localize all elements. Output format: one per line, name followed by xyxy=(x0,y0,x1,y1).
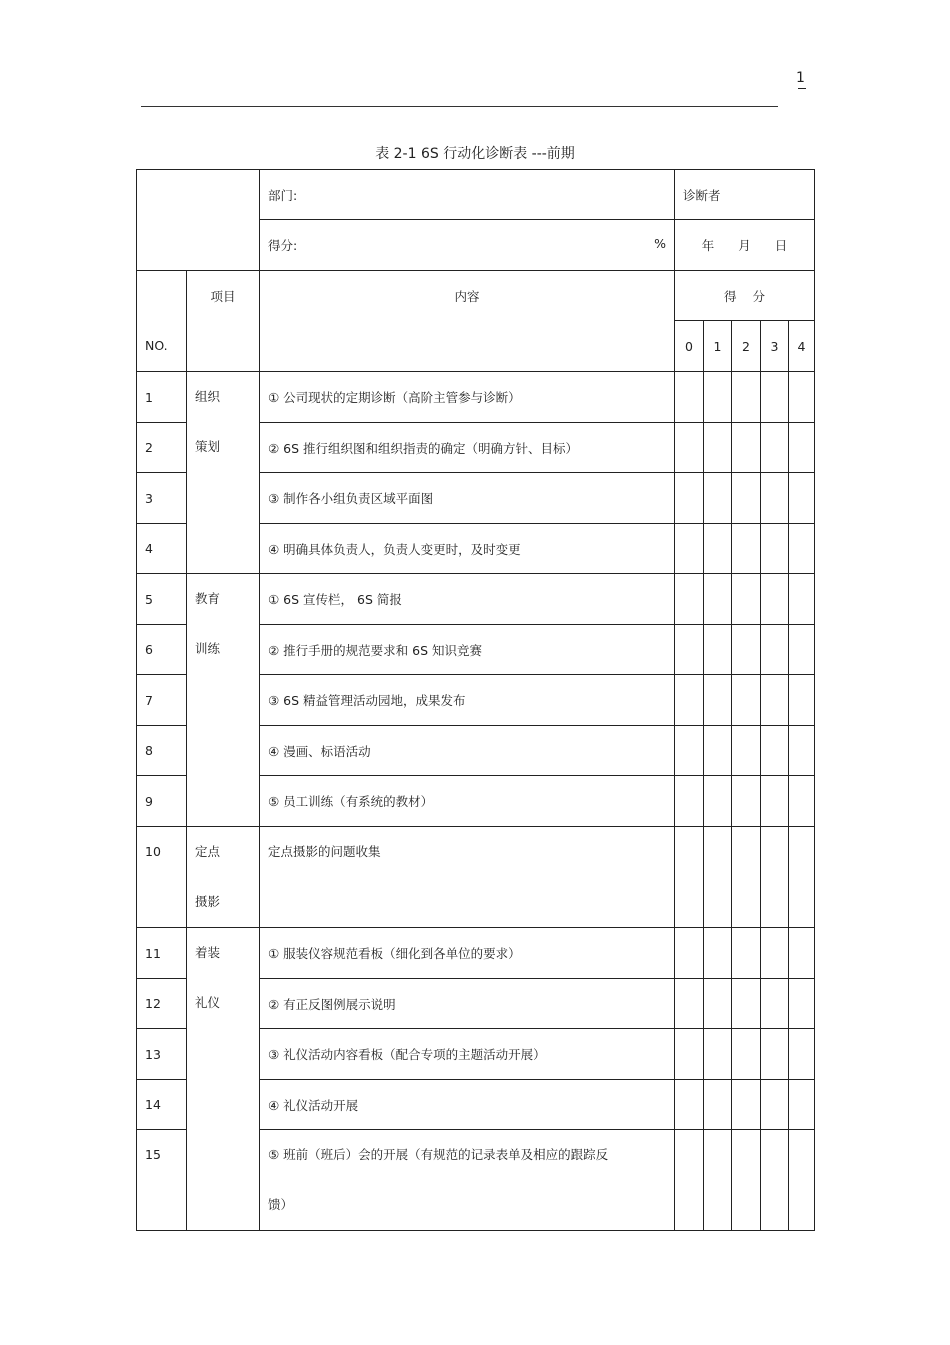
score-box-3[interactable] xyxy=(761,675,789,726)
score-box-2[interactable] xyxy=(732,1130,761,1231)
score-box-3[interactable] xyxy=(761,726,789,776)
score-box-0[interactable] xyxy=(675,776,704,827)
score-box-2[interactable] xyxy=(732,1080,761,1130)
category-line: 礼仪 xyxy=(195,995,221,1010)
score-box-3[interactable] xyxy=(761,827,789,928)
score-box-0[interactable] xyxy=(675,372,704,423)
score-box-0[interactable] xyxy=(675,423,704,473)
score-box-4[interactable] xyxy=(789,574,815,625)
row-number: 12 xyxy=(137,979,187,1029)
category-cell xyxy=(187,372,260,574)
score-box-1[interactable] xyxy=(704,928,732,979)
score-box-4[interactable] xyxy=(789,473,815,524)
no-header: NO. xyxy=(137,271,187,372)
score-box-0[interactable] xyxy=(675,979,704,1029)
category-cell xyxy=(187,827,260,928)
header-row-department xyxy=(137,170,815,220)
score-box-1[interactable] xyxy=(704,524,732,574)
row-number: 4 xyxy=(137,524,187,574)
score-box-3[interactable] xyxy=(761,1029,789,1080)
row-content: ⑤ 班前（班后）会的开展（有规范的记录表单及相应的跟踪反 馈） xyxy=(260,1130,675,1231)
year-label: 年 xyxy=(701,238,715,253)
score-box-2[interactable] xyxy=(732,473,761,524)
score-box-0[interactable] xyxy=(675,574,704,625)
score-box-4[interactable] xyxy=(789,827,815,928)
score-box-0[interactable] xyxy=(675,928,704,979)
row-number: 15 xyxy=(137,1130,187,1231)
score-box-0[interactable] xyxy=(675,625,704,675)
row-content: ② 推行手册的规范要求和 6S 知识竞赛 xyxy=(260,625,675,675)
score-box-1[interactable] xyxy=(704,1029,732,1080)
score-box-2[interactable] xyxy=(732,979,761,1029)
category-line: 组织 xyxy=(195,389,221,404)
score-header: 得 分 xyxy=(675,271,815,321)
row-content: ③ 制作各小组负责区域平面图 xyxy=(260,473,675,524)
score-box-2[interactable] xyxy=(732,776,761,827)
item-header: 项目 xyxy=(187,271,260,372)
diagnoser-cell xyxy=(675,170,815,220)
score-box-0[interactable] xyxy=(675,675,704,726)
score-level-2: 2 xyxy=(732,321,761,372)
score-box-0[interactable] xyxy=(675,726,704,776)
score-box-3[interactable] xyxy=(761,625,789,675)
row-number: 10 xyxy=(137,827,187,928)
score-box-0[interactable] xyxy=(675,827,704,928)
score-level-0: 0 xyxy=(675,321,704,372)
column-header-row xyxy=(137,271,815,321)
score-box-4[interactable] xyxy=(789,776,815,827)
score-box-4[interactable] xyxy=(789,928,815,979)
score-box-2[interactable] xyxy=(732,423,761,473)
score-box-3[interactable] xyxy=(761,1080,789,1130)
score-box-4[interactable] xyxy=(789,1080,815,1130)
row-number: 11 xyxy=(137,928,187,979)
row-number: 9 xyxy=(137,776,187,827)
row-number: 3 xyxy=(137,473,187,524)
row-number: 5 xyxy=(137,574,187,625)
percent-sign: % xyxy=(654,236,666,251)
score-box-3[interactable] xyxy=(761,776,789,827)
score-level-4: 4 xyxy=(789,321,815,372)
score-box-2[interactable] xyxy=(732,524,761,574)
score-box-3[interactable] xyxy=(761,524,789,574)
score-box-4[interactable] xyxy=(789,979,815,1029)
score-box-4[interactable] xyxy=(789,372,815,423)
score-box-0[interactable] xyxy=(675,1080,704,1130)
score-box-1[interactable] xyxy=(704,1080,732,1130)
category-cell xyxy=(187,574,260,827)
row-number: 13 xyxy=(137,1029,187,1080)
score-box-0[interactable] xyxy=(675,524,704,574)
row-content: ④ 漫画、标语活动 xyxy=(260,726,675,776)
score-box-1[interactable] xyxy=(704,473,732,524)
score-box-3[interactable] xyxy=(761,928,789,979)
score-box-1[interactable] xyxy=(704,372,732,423)
score-level-1: 1 xyxy=(704,321,732,372)
day-label: 日 xyxy=(774,238,788,253)
score-box-1[interactable] xyxy=(704,827,732,928)
date-cell xyxy=(675,220,815,271)
row-number: 1 xyxy=(137,372,187,423)
row-number: 8 xyxy=(137,726,187,776)
score-box-2[interactable] xyxy=(732,372,761,423)
category-line: 定点 xyxy=(195,844,221,859)
score-box-4[interactable] xyxy=(789,726,815,776)
table-row xyxy=(137,574,815,625)
category-line: 教育 xyxy=(195,591,221,606)
score-box-1[interactable] xyxy=(704,979,732,1029)
department-cell xyxy=(260,170,675,220)
row-content: ⑤ 员工训练（有系统的教材） xyxy=(260,776,675,827)
score-box-1[interactable] xyxy=(704,675,732,726)
row-content: ② 有正反图例展示说明 xyxy=(260,979,675,1029)
score-box-0[interactable] xyxy=(675,473,704,524)
row-content: ④ 明确具体负责人，负责人变更时，及时变更 xyxy=(260,524,675,574)
score-box-3[interactable] xyxy=(761,473,789,524)
row-content: ③ 6S 精益管理活动园地，成果发布 xyxy=(260,675,675,726)
score-box-3[interactable] xyxy=(761,423,789,473)
score-box-2[interactable] xyxy=(732,726,761,776)
score-box-3[interactable] xyxy=(761,372,789,423)
score-box-0[interactable] xyxy=(675,1029,704,1080)
row-number: 6 xyxy=(137,625,187,675)
row-number: 2 xyxy=(137,423,187,473)
score-label: 得分: xyxy=(268,238,298,253)
row-content: ① 公司现状的定期诊断（高阶主管参与诊断） xyxy=(260,372,675,423)
row-content: ② 6S 推行组织图和组织指责的确定（明确方针、目标） xyxy=(260,423,675,473)
score-box-4[interactable] xyxy=(789,1130,815,1231)
score-box-2[interactable] xyxy=(732,675,761,726)
score-box-3[interactable] xyxy=(761,1130,789,1231)
table-row xyxy=(137,827,815,928)
page-number: 1 xyxy=(796,70,805,86)
score-level-3: 3 xyxy=(761,321,789,372)
score-box-2[interactable] xyxy=(732,625,761,675)
header-rule xyxy=(141,106,778,107)
month-label: 月 xyxy=(738,238,751,253)
row-content: ① 6S 宣传栏， 6S 简报 xyxy=(260,574,675,625)
table-row xyxy=(137,928,815,979)
row-number: 14 xyxy=(137,1080,187,1130)
diagnosis-table xyxy=(136,169,815,1231)
category-line: 训练 xyxy=(195,641,221,656)
score-box-2[interactable] xyxy=(732,574,761,625)
row-content: ③ 礼仪活动内容看板（配合专项的主题活动开展） xyxy=(260,1029,675,1080)
table-title: 表 2-1 6S 行动化诊断表 ---前期 xyxy=(375,146,575,162)
page-number-underline xyxy=(798,88,806,89)
score-box-1[interactable] xyxy=(704,726,732,776)
category-cell xyxy=(187,928,260,1231)
score-box-4[interactable] xyxy=(789,1029,815,1080)
score-box-2[interactable] xyxy=(732,928,761,979)
score-box-1[interactable] xyxy=(704,423,732,473)
score-box-0[interactable] xyxy=(675,1130,704,1231)
score-box-2[interactable] xyxy=(732,1029,761,1080)
score-box-4[interactable] xyxy=(789,675,815,726)
row-content: ① 服装仪容规范看板（细化到各单位的要求） xyxy=(260,928,675,979)
diagnoser-label: 诊断者 xyxy=(683,187,721,203)
score-box-3[interactable] xyxy=(761,979,789,1029)
score-box-1[interactable] xyxy=(704,574,732,625)
score-box-1[interactable] xyxy=(704,1130,732,1231)
score-box-4[interactable] xyxy=(789,524,815,574)
score-box-1[interactable] xyxy=(704,776,732,827)
score-box-3[interactable] xyxy=(761,574,789,625)
score-box-4[interactable] xyxy=(789,423,815,473)
score-cell xyxy=(260,220,675,271)
row-number: 7 xyxy=(137,675,187,726)
score-box-1[interactable] xyxy=(704,625,732,675)
content-header: 内容 xyxy=(260,271,675,372)
category-line: 着装 xyxy=(195,945,221,960)
department-label: 部门: xyxy=(268,187,298,203)
table-row xyxy=(137,372,815,423)
score-box-4[interactable] xyxy=(789,625,815,675)
row-content: 定点摄影的问题收集 xyxy=(260,827,675,928)
category-line: 策划 xyxy=(195,439,221,454)
category-line: 摄影 xyxy=(195,894,221,909)
score-box-2[interactable] xyxy=(732,827,761,928)
row-content: ④ 礼仪活动开展 xyxy=(260,1080,675,1130)
blank-header-cell xyxy=(137,170,260,271)
